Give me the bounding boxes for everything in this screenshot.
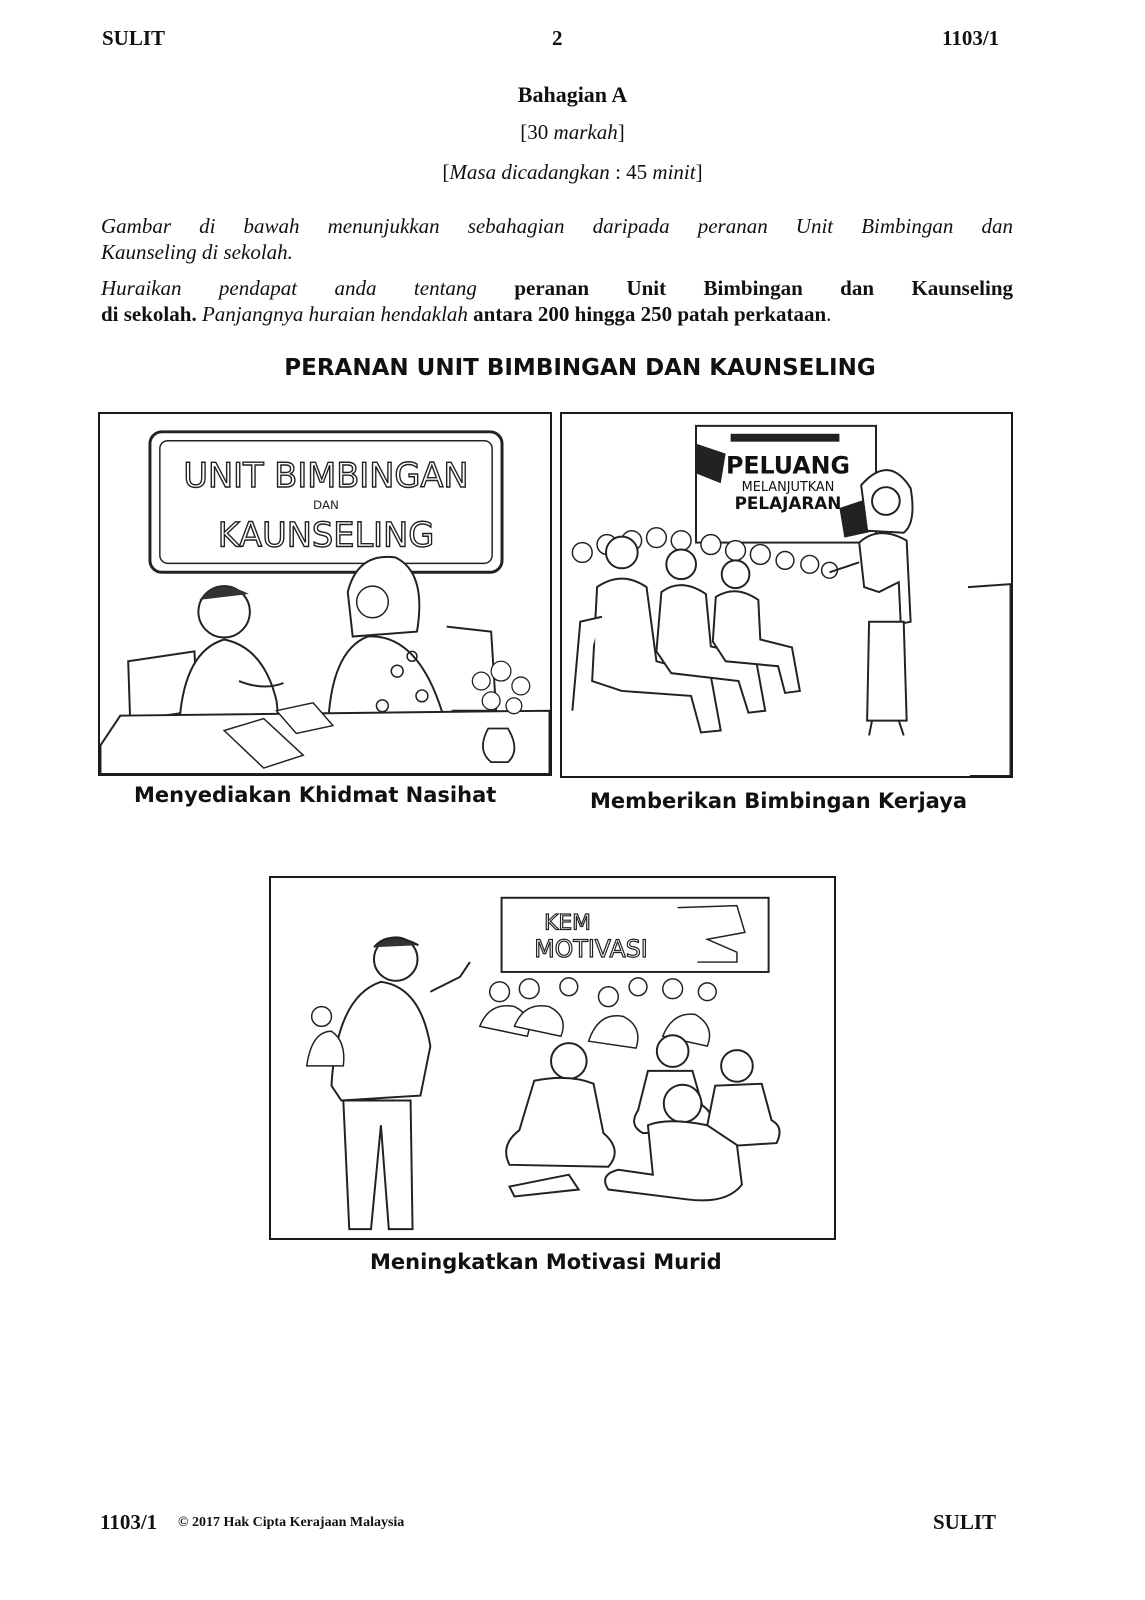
footer-copyright: © 2017 Hak Cipta Kerajaan Malaysia (178, 1515, 405, 1530)
panel3-caption: Meningkatkan Motivasi Murid (370, 1250, 722, 1274)
panel2-sign-line3: PELAJARAN (734, 492, 842, 513)
panel1-caption: Menyediakan Khidmat Nasihat (134, 783, 497, 807)
panel-career-guidance-illustration (560, 412, 1013, 778)
panel1-sign-line3: KAUNSELING (217, 515, 435, 555)
panel-motivation-camp-illustration (269, 876, 836, 1240)
panel3-sign-line2: MOTIVASI (534, 935, 648, 964)
panel1-sign-line1: UNIT BIMBINGAN (183, 456, 469, 496)
panel2-caption: Memberikan Bimbingan Kerjaya (590, 789, 968, 813)
paper-code: 1103/1 (942, 26, 1000, 50)
footer-paper-code: 1103/1 (100, 1510, 158, 1534)
footer-classification: SULIT (933, 1510, 997, 1534)
panel2-sign-line1: PELUANG (725, 451, 851, 480)
instruction-line-4: di sekolah. Panjangnya huraian hendaklah antara 200 hingga 250 patah perkataan. (101, 302, 832, 326)
instruction-line-1: Gambar di bawah menunjukkan sebahagian daripada peranan Unit Bimbingan dan (101, 214, 1013, 238)
page-number: 2 (552, 26, 563, 50)
section-marks: [30 markah] (520, 120, 625, 144)
panel-counselling-illustration (98, 412, 552, 776)
instruction-line-2: Kaunseling di sekolah. (101, 240, 293, 264)
career-guidance-illustration (562, 414, 1011, 776)
motivation-camp-illustration (271, 878, 834, 1238)
panel1-sign-line2: DAN (313, 497, 339, 512)
header-classification: SULIT (102, 26, 166, 50)
panel2-sign-line2: MELANJUTKAN (741, 480, 835, 496)
panel3-sign-line1: KEM (544, 910, 591, 936)
section-title: Bahagian A (517, 82, 628, 107)
figure-title: PERANAN UNIT BIMBINGAN DAN KAUNSELING (284, 355, 876, 381)
suggested-time: [Masa dicadangkan : 45 minit] (442, 160, 703, 184)
instruction-line-3: Huraikan pendapat anda tentang peranan Unit Bimbingan dan Kaunseling (101, 276, 1014, 300)
counselling-illustration (100, 414, 550, 774)
